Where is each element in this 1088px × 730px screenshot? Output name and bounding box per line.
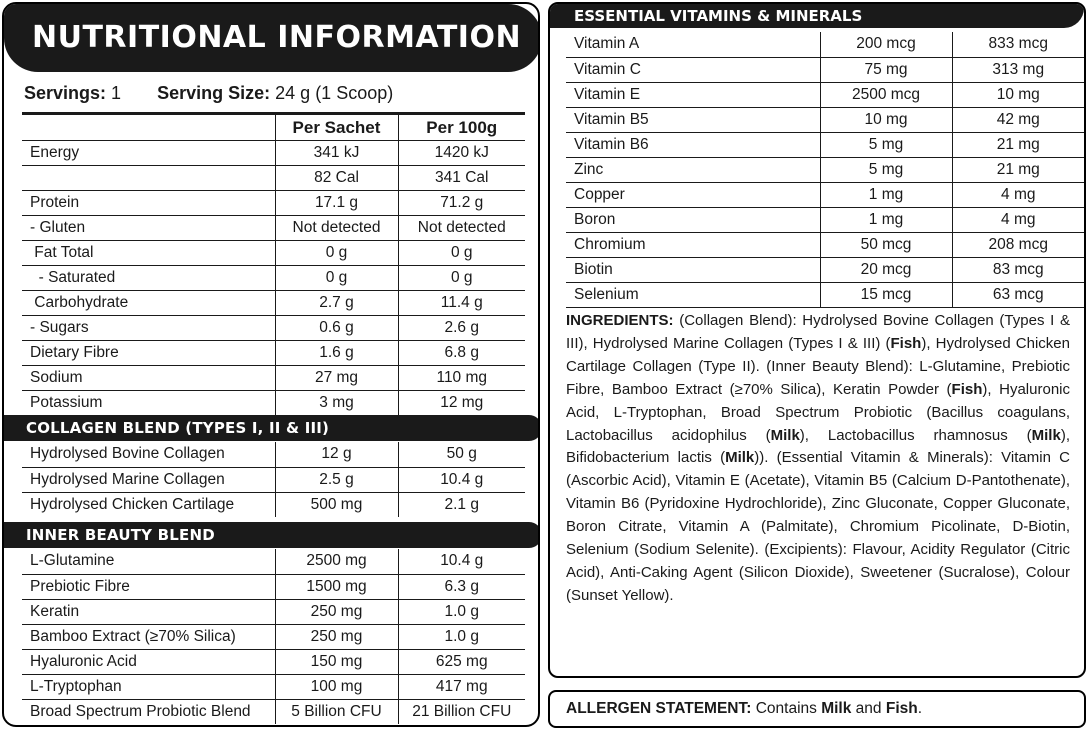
- row-per-sachet: 500 mg: [275, 492, 398, 517]
- inner-beauty-table: [22, 549, 525, 724]
- row-name: L-Glutamine: [22, 549, 275, 574]
- row-name: - Saturated: [22, 266, 275, 291]
- row-name: Selenium: [566, 282, 820, 307]
- row-per-100g: 10.4 g: [398, 467, 525, 492]
- row-name: Protein: [22, 191, 275, 216]
- row-per-100g: 833 mcg: [952, 32, 1084, 57]
- allergen-word: Milk: [1031, 426, 1061, 444]
- row-name: Vitamin A: [566, 32, 820, 57]
- row-per-100g: 21 mg: [952, 132, 1084, 157]
- table-header-row: [22, 114, 525, 141]
- row-name: L-Tryptophan: [22, 674, 275, 699]
- ingredients-part: ), Bifidobacterium lactis (: [566, 426, 1070, 467]
- allergen-word: Milk: [725, 449, 755, 467]
- table-row: [22, 241, 525, 266]
- allergen-label: ALLERGEN STATEMENT:: [566, 700, 752, 717]
- row-name: Hyaluronic Acid: [22, 649, 275, 674]
- row-per-sachet: 1 mg: [820, 207, 952, 232]
- row-per-100g: 0 g: [398, 241, 525, 266]
- row-name: Chromium: [566, 232, 820, 257]
- row-per-sachet: 200 mcg: [820, 32, 952, 57]
- table-row: [566, 282, 1084, 307]
- row-per-sachet: 20 mcg: [820, 257, 952, 282]
- table-row: [22, 467, 525, 492]
- table-row: [22, 599, 525, 624]
- row-per-sachet: 0.6 g: [275, 316, 398, 341]
- row-name: Vitamin E: [566, 82, 820, 107]
- row-name: Bamboo Extract (≥70% Silica): [22, 624, 275, 649]
- row-per-sachet: 0 g: [275, 266, 398, 291]
- table-row: [566, 107, 1084, 132]
- table-row: [22, 166, 525, 191]
- allergen-word: Milk: [770, 426, 800, 444]
- table-row: [22, 341, 525, 366]
- ingredients-part: )). (Essential Vitamin & Minerals): Vitamin C (Ascorbic Acid), Vitamin E (Acetate), Vitamin B5 (Calcium D-Pantothenate), Vitamin B6 (Pyridoxine Hydrochloride), Zinc Gluconate, Copper Gluconate, Boron Citrate, Vitamin A (Palmitate), Chromium Picolinate, D-Biotin, Selenium (Sodium Selenite). (Excipients): Flavour, Acidity Regulator (Citric Acid), Anti-Caking Agent (Silicon Dioxide), Sweetener (Sucralose), Colour (Sunset Yellow).: [566, 449, 1071, 604]
- row-per-100g: 63 mcg: [952, 282, 1084, 307]
- serving-size-label: Serving Size:: [157, 83, 271, 103]
- table-row: [22, 191, 525, 216]
- ingredients-part: ), Hyaluronic Acid, L-Tryptophan, Broad Spectrum Probiotic (Bacillus coagulans, Lactobacillus acidophilus (: [566, 380, 1070, 444]
- allergen-word: Milk: [821, 700, 852, 717]
- table-row: [22, 291, 525, 316]
- row-per-100g: 1.0 g: [398, 599, 525, 624]
- row-name: Biotin: [566, 257, 820, 282]
- row-name: Potassium: [22, 391, 275, 416]
- row-per-sachet: 150 mg: [275, 649, 398, 674]
- row-name: Dietary Fibre: [22, 341, 275, 366]
- table-row: [566, 157, 1084, 182]
- row-per-100g: 71.2 g: [398, 191, 525, 216]
- row-per-sachet: 3 mg: [275, 391, 398, 416]
- row-name: Sodium: [22, 366, 275, 391]
- vitamins-minerals-heading: ESSENTIAL VITAMINS & MINERALS: [550, 4, 1084, 28]
- row-per-100g: 2.1 g: [444, 495, 479, 513]
- row-name: - Gluten: [22, 216, 275, 241]
- row-per-100g: 1420 kJ: [398, 141, 525, 166]
- row-name: Fat Total: [22, 241, 275, 266]
- allergen-text: .: [917, 700, 923, 717]
- row-name: Vitamin B6: [566, 132, 820, 157]
- header-per-sachet: Per Sachet: [275, 114, 398, 141]
- collagen-blend-heading: COLLAGEN BLEND (TYPES I, II & III): [4, 415, 540, 441]
- row-per-sachet: 5 Billion CFU: [275, 699, 398, 724]
- row-per-sachet: 250 mg: [275, 599, 398, 624]
- allergen-word: Fish: [885, 700, 918, 717]
- row-per-sachet: 17.1 g: [275, 191, 398, 216]
- row-per-100g: 0 g: [398, 266, 525, 291]
- row-per-100g: 2.6 g: [398, 316, 525, 341]
- table-row: [566, 32, 1084, 57]
- row-per-100g: 83 mcg: [952, 257, 1084, 282]
- row-per-100g: 6.8 g: [398, 341, 525, 366]
- row-per-sachet: Not detected: [275, 216, 398, 241]
- row-per-100g: 341 Cal: [398, 166, 525, 191]
- page-title: NUTRITIONAL INFORMATION: [4, 4, 540, 72]
- allergen-text: and: [851, 700, 886, 717]
- row-name: Prebiotic Fibre: [22, 574, 275, 599]
- row-per-sachet: 1.6 g: [275, 341, 398, 366]
- row-per-sachet: 2500 mg: [275, 549, 398, 574]
- row-per-100g: 313 mg: [952, 57, 1084, 82]
- allergen-text: Contains: [751, 700, 822, 717]
- row-per-100g: 417 mg: [398, 674, 525, 699]
- row-per-100g: 42 mg: [952, 107, 1084, 132]
- table-row: [566, 57, 1084, 82]
- row-name: Hydrolysed Chicken Cartilage: [22, 492, 275, 517]
- ingredients-text: [566, 310, 1070, 608]
- table-row: [22, 492, 525, 517]
- table-row: [22, 649, 525, 674]
- row-per-sachet: 12 g: [275, 442, 398, 467]
- table-row: [22, 266, 525, 291]
- row-name: Keratin: [22, 599, 275, 624]
- row-per-sachet: 15 mcg: [820, 282, 952, 307]
- servings-info: [24, 80, 524, 106]
- row-name: Hydrolysed Bovine Collagen: [22, 442, 275, 467]
- row-per-100g: 1.0 g: [398, 624, 525, 649]
- row-name: Hydrolysed Marine Collagen: [22, 467, 275, 492]
- servings-label: Servings:: [24, 83, 107, 103]
- table-row: [22, 574, 525, 599]
- row-name: Zinc: [566, 157, 820, 182]
- table-row: [566, 132, 1084, 157]
- row-per-100g: 12 mg: [440, 394, 484, 412]
- row-per-sachet: 2.5 g: [275, 467, 398, 492]
- allergen-word: Fish: [890, 334, 922, 352]
- row-per-100g: Not detected: [398, 216, 525, 241]
- table-row: [22, 316, 525, 341]
- ingredients-part: (Collagen Blend): Hydrolysed Bovine Collagen (Types I & III), Hydrolysed Marine Collagen (Types I & III) (: [566, 312, 1070, 352]
- ingredients-label: INGREDIENTS:: [566, 312, 674, 329]
- vitamins-ingredients-panel: [548, 2, 1086, 678]
- row-name: Boron: [566, 207, 820, 232]
- row-per-sachet: 27 mg: [275, 366, 398, 391]
- table-row: [22, 216, 525, 241]
- row-name: Vitamin B5: [566, 107, 820, 132]
- row-per-sachet: 250 mg: [275, 624, 398, 649]
- table-row: [22, 674, 525, 699]
- row-per-sachet: 50 mcg: [820, 232, 952, 257]
- row-per-sachet: 2500 mcg: [820, 82, 952, 107]
- serving-size-value: 24 g (1 Scoop): [275, 83, 394, 103]
- allergen-word: Fish: [951, 380, 983, 398]
- row-per-sachet: 0 g: [275, 241, 398, 266]
- header-per-100g: Per 100g: [398, 114, 525, 141]
- row-name: - Sugars: [22, 316, 275, 341]
- row-per-sachet: 5 mg: [820, 157, 952, 182]
- table-row: [22, 624, 525, 649]
- table-row: [566, 257, 1084, 282]
- nutrition-panel: [2, 2, 540, 727]
- row-per-100g: 21 Billion CFU: [412, 702, 512, 720]
- row-name: Broad Spectrum Probiotic Blend: [22, 699, 275, 724]
- row-per-100g: 10.4 g: [398, 549, 525, 574]
- row-per-sachet: 10 mg: [820, 107, 952, 132]
- collagen-table: [22, 442, 525, 517]
- row-per-100g: 11.4 g: [398, 291, 525, 316]
- row-per-100g: 4 mg: [952, 207, 1084, 232]
- ingredients-part: ), Lactobacillus rhamnosus (: [799, 426, 1032, 444]
- row-per-100g: 10 mg: [952, 82, 1084, 107]
- row-name: [22, 166, 275, 191]
- table-row: [22, 366, 525, 391]
- row-name: Copper: [566, 182, 820, 207]
- servings-value: 1: [111, 83, 122, 103]
- nutrients-table: [22, 112, 525, 416]
- row-per-sachet: 75 mg: [820, 57, 952, 82]
- row-per-100g: 4 mg: [952, 182, 1084, 207]
- inner-beauty-blend-heading: INNER BEAUTY BLEND: [4, 522, 540, 548]
- row-per-sachet: 5 mg: [820, 132, 952, 157]
- table-row: [566, 207, 1084, 232]
- table-row: [566, 182, 1084, 207]
- ingredients-part: ), Hydrolysed Chicken Cartilage Collagen (Type II). (Inner Beauty Blend): L-Glutamine, Prebiotic Fibre, Bamboo Extract (≥70% Silica), Keratin Powder (: [566, 334, 1070, 398]
- table-row: [22, 549, 525, 574]
- row-per-sachet: 341 kJ: [275, 141, 398, 166]
- allergen-statement: [548, 690, 1086, 728]
- vitamins-table: [566, 32, 1084, 308]
- row-per-100g: 6.3 g: [398, 574, 525, 599]
- header-blank: [22, 114, 275, 141]
- row-per-sachet: 2.7 g: [275, 291, 398, 316]
- row-name: Vitamin C: [566, 57, 820, 82]
- table-row: [566, 82, 1084, 107]
- table-row: [22, 699, 525, 724]
- row-per-100g: 625 mg: [398, 649, 525, 674]
- row-per-sachet: 1 mg: [820, 182, 952, 207]
- table-row: [22, 141, 525, 166]
- row-per-100g: 21 mg: [952, 157, 1084, 182]
- table-row: [566, 232, 1084, 257]
- row-per-100g: 110 mg: [398, 366, 525, 391]
- row-per-sachet: 1500 mg: [275, 574, 398, 599]
- row-per-100g: 50 g: [398, 442, 525, 467]
- row-name: Carbohydrate: [22, 291, 275, 316]
- row-per-100g: 208 mcg: [952, 232, 1084, 257]
- row-name: Energy: [22, 141, 275, 166]
- table-row: [22, 442, 525, 467]
- row-per-sachet: 82 Cal: [275, 166, 398, 191]
- table-row: [22, 391, 525, 416]
- row-per-sachet: 100 mg: [275, 674, 398, 699]
